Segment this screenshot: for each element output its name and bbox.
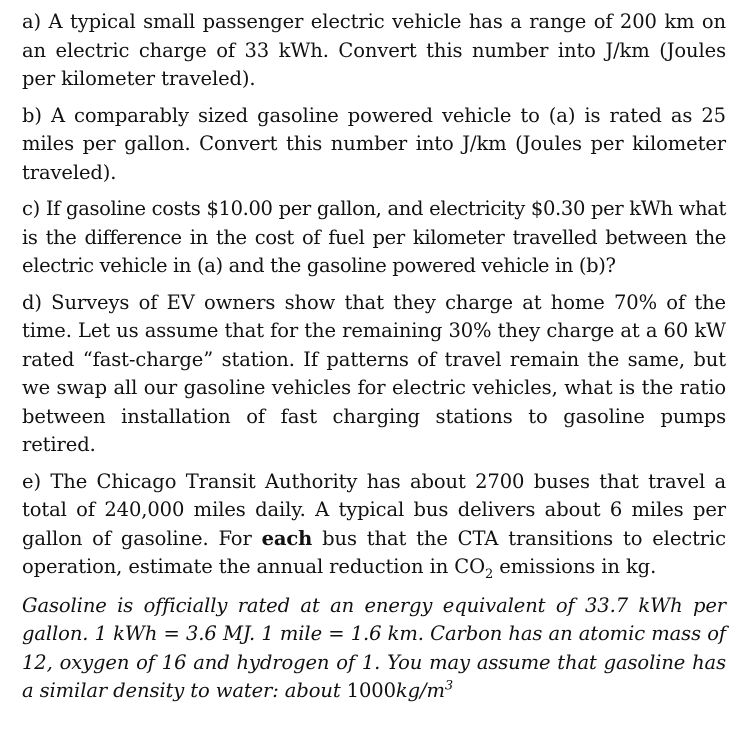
- notes-text: Gasoline is officially rated at an energy equivalent of 33.7 kWh per gallon. 1 kWh = 3.6 MJ. 1 mile = 1.6 km. Carbon has an atomic mass of 12, oxygen of 16 and hydrogen of 1. You may assume that gasoline has a similar density to water: about: [22, 593, 726, 702]
- problem-e-text-1: e) The Chicago Transit Authority has about 2700 buses that travel a total of 240,000 miles daily. A typical bus delivers about 6 miles per gallon of gasoline. For: [22, 469, 726, 550]
- density-exponent: 3: [444, 678, 454, 694]
- problem-e-text-3: emissions in kg.: [493, 555, 657, 578]
- problem-d: d) Surveys of EV owners show that they charge at home 70% of the time. Let us assume that for the remaining 30% they charge at a 60 kW rated “fast-charge” station. If patterns of travel remain the same, but we swap all our gasoline vehicles for electric vehicles, what is the ratio between installation of fast charging stations to gasoline pumps retired.: [22, 290, 726, 456]
- density-unit: kg/m: [395, 679, 445, 702]
- given-constants-note: [22, 592, 726, 706]
- problem-e: [22, 468, 726, 582]
- problem-e-emphasis: each: [261, 526, 313, 550]
- problem-e-text-2: bus that the CTA transitions to electric operation, estimate the annual reduction in CO: [22, 526, 726, 578]
- density-value: 1000: [346, 679, 396, 702]
- problem-b: b) A comparably sized gasoline powered vehicle to (a) is rated as 25 miles per gallon. Convert this number into J/km (Joules per kilometer traveled).: [22, 103, 726, 184]
- problem-c: c) If gasoline costs $10.00 per gallon, and electricity $0.30 per kWh what is the difference in the cost of fuel per kilometer travelled between the electric vehicle in (a) and the gasoline powered vehicle in (b)?: [22, 197, 726, 277]
- co2-subscript: 2: [484, 566, 494, 582]
- problem-a: a) A typical small passenger electric vehicle has a range of 200 km on an electric charge of 33 kWh. Convert this number into J/km (Joules per kilometer traveled).: [22, 10, 726, 90]
